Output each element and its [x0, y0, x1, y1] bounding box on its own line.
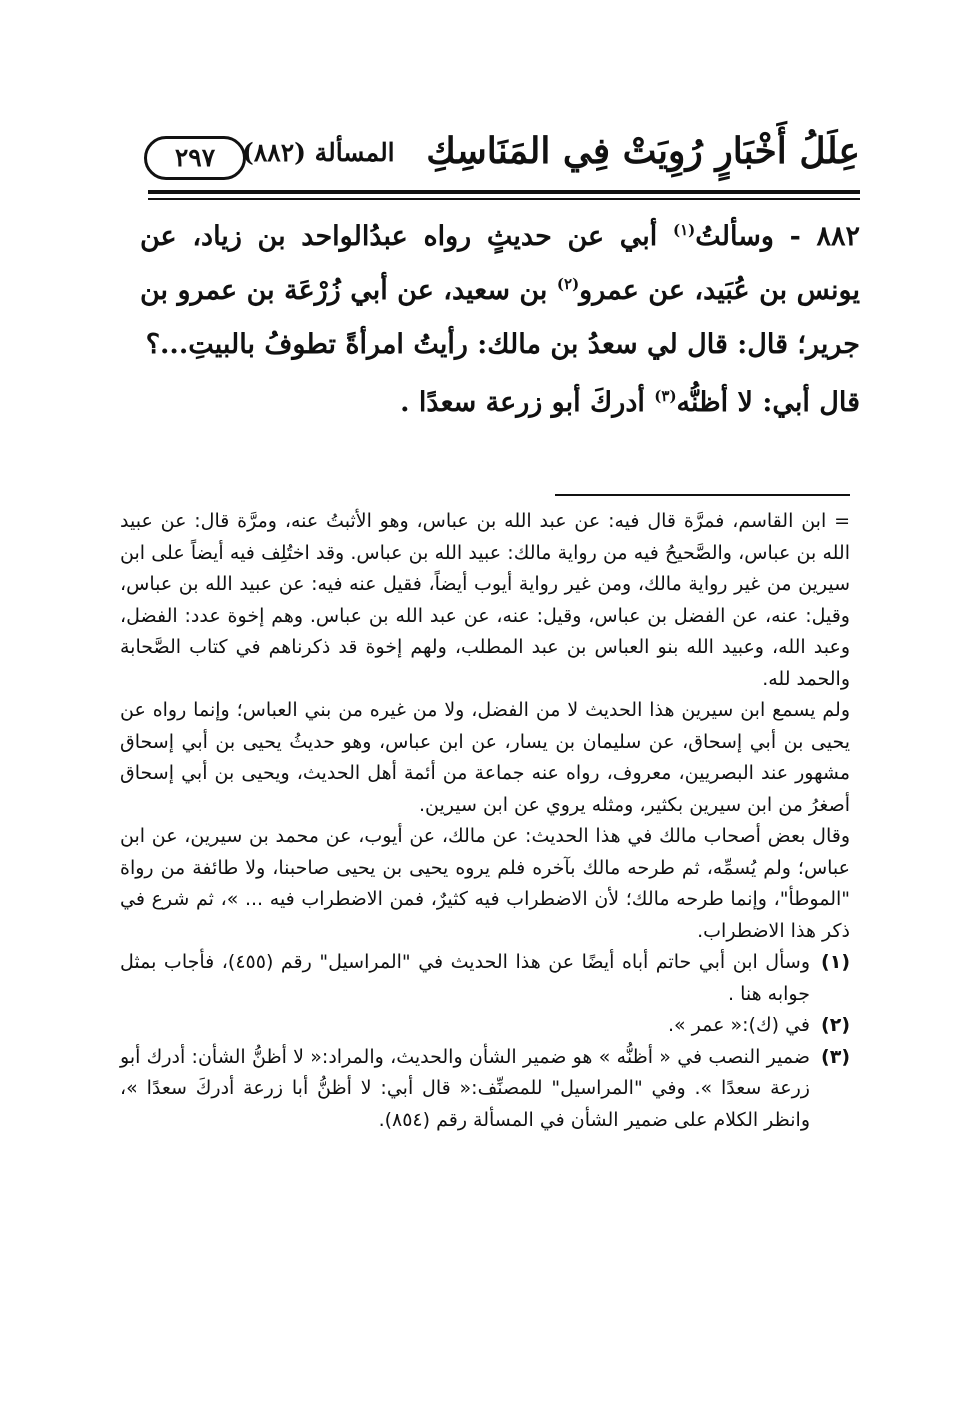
- question-part-a: ٨٨٢ - وسألتُ: [695, 221, 860, 252]
- footnote-1: [120, 947, 850, 1010]
- page-number: ٢٩٧: [144, 136, 246, 180]
- issue-label: المسألة (٨٨٢): [242, 138, 395, 167]
- footnote-1-text: وسأل ابن أبي حاتم أباه أيضًا عن هذا الحديث في "المراسيل" رقم (٤٥٥)، فأجاب بمثل جوابه هنا .: [120, 951, 810, 1005]
- verdict-part-b: أدركَ أبو زرعة سعدًا .: [400, 387, 655, 418]
- main-text: [140, 210, 860, 430]
- footnote-1-number: (١): [821, 951, 850, 973]
- footnote-continuation-3: وقال بعض أصحاب مالك في هذا الحديث: عن مالك، عن أيوب، عن محمد بن سيرين، عن ابن عباس؛ ولم يُسمِّه، ثم طرحه مالك بآخره فلم يروه يحيى بن يحيى صاحبنا، ولا طائفة من رواة "الموطأ"، وإنما طرحه مالك؛ لأن الاضطراب فيه كثيرٌ، فمن الاضطراب فيه ... »، ثم شرع في ذكر هذا الاضطراب.: [120, 825, 850, 942]
- question-part-b: أبي عن حديثٍ رواه عبدُالواحد بن زياد، عن يونس بن عُبَيد، عن عمرو: [140, 221, 860, 306]
- running-title: عِلَلُ أَخْبَارٍ رُوِيَتْ فِي المَنَاسِكِ: [426, 130, 860, 172]
- footnote-2: [120, 1010, 850, 1042]
- header-rule-thick: [148, 190, 860, 194]
- footnote-ref-3: (٣): [654, 387, 677, 405]
- header-rule-thin: [148, 198, 860, 200]
- footnote-2-number: (٢): [821, 1014, 850, 1036]
- footnote-ref-2: (٢): [556, 275, 580, 293]
- footnote-3-number: (٣): [821, 1045, 850, 1068]
- footnote-2-text: في (ك):« عمر ».: [667, 1014, 810, 1036]
- footnote-3: [120, 1042, 850, 1137]
- footnotes: [120, 506, 850, 1136]
- question-paragraph: [140, 210, 860, 372]
- footnote-3-text: ضمير النصب في « أظنُّه » هو ضمير الشأن والحديث، والمراد:« لا أظنُّ الشأن: أدرك أبو زرعة سعدًا ». وفي "المراسيل" للمصنِّف:« قال أبي: لا أظنُّ أبا زرعة أدركَ سعدًا »، وانظر الكلام على ضمير الشأن في المسألة رقم (٨٥٤).: [120, 1045, 810, 1131]
- footnote-separator: [555, 494, 850, 496]
- footnote-continuation-1: = ابن القاسم، فمرَّة قال فيه: عن عبد الله بن عباس، وهو الأثبتُ عنه، ومرَّة قال: عن عبيد الله بن عباس، والصَّحيحُ فيه من رواية مالك: عبيد الله بن عباس. وقد اختُلِف فيه أيضاً على ابن سيرين من غير رواية مالك، ومن غير رواية أيوب أيضاً، فقيل عنه فيه: عن عبيد الله بن عباس، وقيل: عنه، عن الفضل بن عباس، وقيل: عنه، عن عبد الله بن عباس. وهم إخوة عدد: الفضل، وعبد الله، وعبيد الله بنو العباس بن عبد المطلب، ولهم إخوة قد ذكرناهم في كتاب الصَّحابة والحمد لله.: [120, 510, 850, 690]
- footnote-continuation-2: ولم يسمع ابن سيرين هذا الحديث لا من الفضل، ولا من غيره من بني العباس؛ وإنما رواه عن يحيى بن أبي إسحاق، عن سليمان بن يسار، عن ابن عباس، وهو حديثُ يحيى بن أبي إسحاق مشهور عند البصريين، معروف، رواه عنه جماعة من أئمة أهل الحديث، ويحيى بن أبي إسحاق أصغرُ من ابن سيرين بكثير، ومثله يروي عن ابن سيرين.: [120, 699, 850, 816]
- page-header: [130, 120, 860, 192]
- verdict-part-a: قال أبي: لا أظنُّه: [676, 387, 860, 418]
- question-part-c: بن سعيد، عن أبي زُرْعَة بن عمرو بن جرير؛ قال: قال لي سعدُ بن مالك: رأيتُ امرأةً تطوفُ بالبيتِ...؟: [140, 275, 860, 360]
- footnote-ref-1: (١): [673, 221, 696, 239]
- verdict-paragraph: [140, 376, 860, 430]
